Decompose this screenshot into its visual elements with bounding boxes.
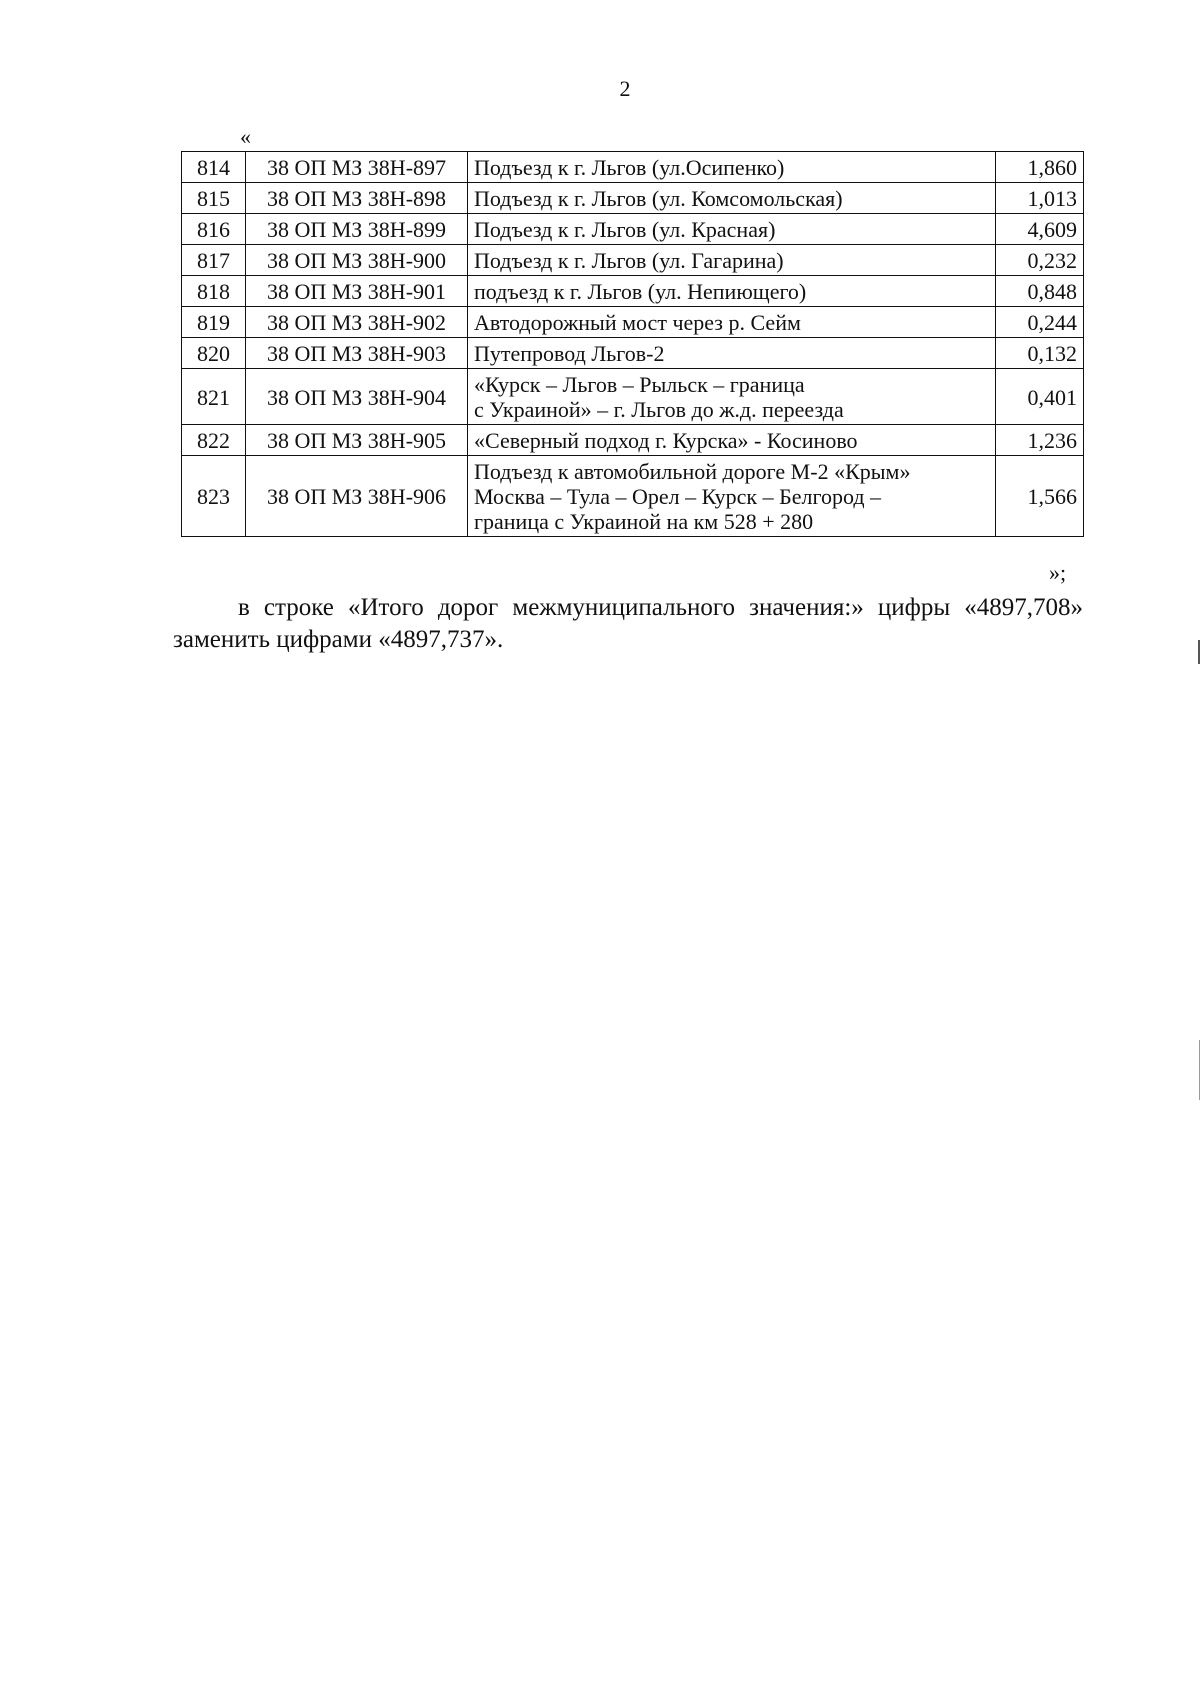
table-row (182, 245, 1084, 276)
road-length-cell: 1,860 (996, 152, 1084, 183)
road-name-line: Москва – Тула – Орел – Курск – Белгород – (474, 484, 882, 509)
row-number-cell: 819 (182, 307, 246, 338)
road-name-cell (468, 338, 996, 369)
road-length-cell: 1,013 (996, 183, 1084, 214)
road-name-line: Подъезд к г. Льгов (ул.Осипенко) (474, 155, 785, 180)
table-close-quote: »; (1049, 560, 1067, 585)
road-code-cell: 38 ОП МЗ 38Н-902 (246, 307, 468, 338)
road-length-cell: 1,566 (996, 456, 1084, 537)
amendment-paragraph: в строке «Итого дорог межмуниципального значения:» цифры «4897,708» заменить цифрами «4897,737». (173, 594, 1083, 653)
road-length-cell: 0,132 (996, 338, 1084, 369)
road-code-cell: 38 ОП МЗ 38Н-897 (246, 152, 468, 183)
road-name-line: Подъезд к г. Льгов (ул. Комсомольская) (474, 186, 843, 211)
road-name-line: с Украиной» – г. Льгов до ж.д. переезда (474, 397, 844, 422)
table-open-quote: « (240, 124, 251, 149)
road-name-line: Автодорожный мост через р. Сейм (474, 310, 801, 335)
table-row (182, 183, 1084, 214)
table-row (182, 214, 1084, 245)
road-name-cell (468, 276, 996, 307)
row-number-cell: 823 (182, 456, 246, 537)
road-name-cell (468, 245, 996, 276)
row-number-cell: 818 (182, 276, 246, 307)
road-length-cell: 0,244 (996, 307, 1084, 338)
road-name-cell (468, 425, 996, 456)
row-number-cell: 815 (182, 183, 246, 214)
row-number-cell: 821 (182, 369, 246, 425)
row-number-cell: 814 (182, 152, 246, 183)
road-length-cell: 4,609 (996, 214, 1084, 245)
table-row (182, 276, 1084, 307)
road-length-cell: 0,232 (996, 245, 1084, 276)
roads-table (181, 151, 1084, 537)
road-name-line: «Курск – Льгов – Рыльск – граница (474, 372, 805, 397)
road-name-line: «Северный подход г. Курска» - Косиново (474, 428, 858, 453)
road-name-cell (468, 369, 996, 425)
road-name-cell (468, 214, 996, 245)
row-number-cell: 822 (182, 425, 246, 456)
table-row (182, 152, 1084, 183)
road-name-line: Подъезд к автомобильной дороге М-2 «Крым» (474, 459, 911, 484)
road-length-cell: 1,236 (996, 425, 1084, 456)
table-row (182, 456, 1084, 537)
road-code-cell: 38 ОП МЗ 38Н-898 (246, 183, 468, 214)
row-number-cell: 820 (182, 338, 246, 369)
row-number-cell: 816 (182, 214, 246, 245)
road-length-cell: 0,848 (996, 276, 1084, 307)
table-row (182, 369, 1084, 425)
road-name-line: подъезд к г. Льгов (ул. Непиющего) (474, 279, 807, 304)
road-length-cell: 0,401 (996, 369, 1084, 425)
page-number: 2 (619, 76, 631, 101)
road-code-cell: 38 ОП МЗ 38Н-903 (246, 338, 468, 369)
road-name-cell (468, 152, 996, 183)
table-row (182, 338, 1084, 369)
row-number-cell: 817 (182, 245, 246, 276)
road-code-cell: 38 ОП МЗ 38Н-899 (246, 214, 468, 245)
road-name-line: граница с Украиной на км 528 + 280 (474, 509, 814, 534)
road-name-line: Путепровод Льгов-2 (474, 341, 665, 366)
table-row (182, 307, 1084, 338)
road-name-line: Подъезд к г. Льгов (ул. Гагарина) (474, 248, 784, 273)
road-code-cell: 38 ОП МЗ 38Н-900 (246, 245, 468, 276)
roads-table-body (182, 152, 1084, 537)
road-code-cell: 38 ОП МЗ 38Н-901 (246, 276, 468, 307)
road-name-line: Подъезд к г. Льгов (ул. Красная) (474, 217, 776, 242)
road-name-cell (468, 307, 996, 338)
road-code-cell: 38 ОП МЗ 38Н-906 (246, 456, 468, 537)
table-row (182, 425, 1084, 456)
road-code-cell: 38 ОП МЗ 38Н-905 (246, 425, 468, 456)
road-name-cell (468, 183, 996, 214)
road-code-cell: 38 ОП МЗ 38Н-904 (246, 369, 468, 425)
road-name-cell (468, 456, 996, 537)
